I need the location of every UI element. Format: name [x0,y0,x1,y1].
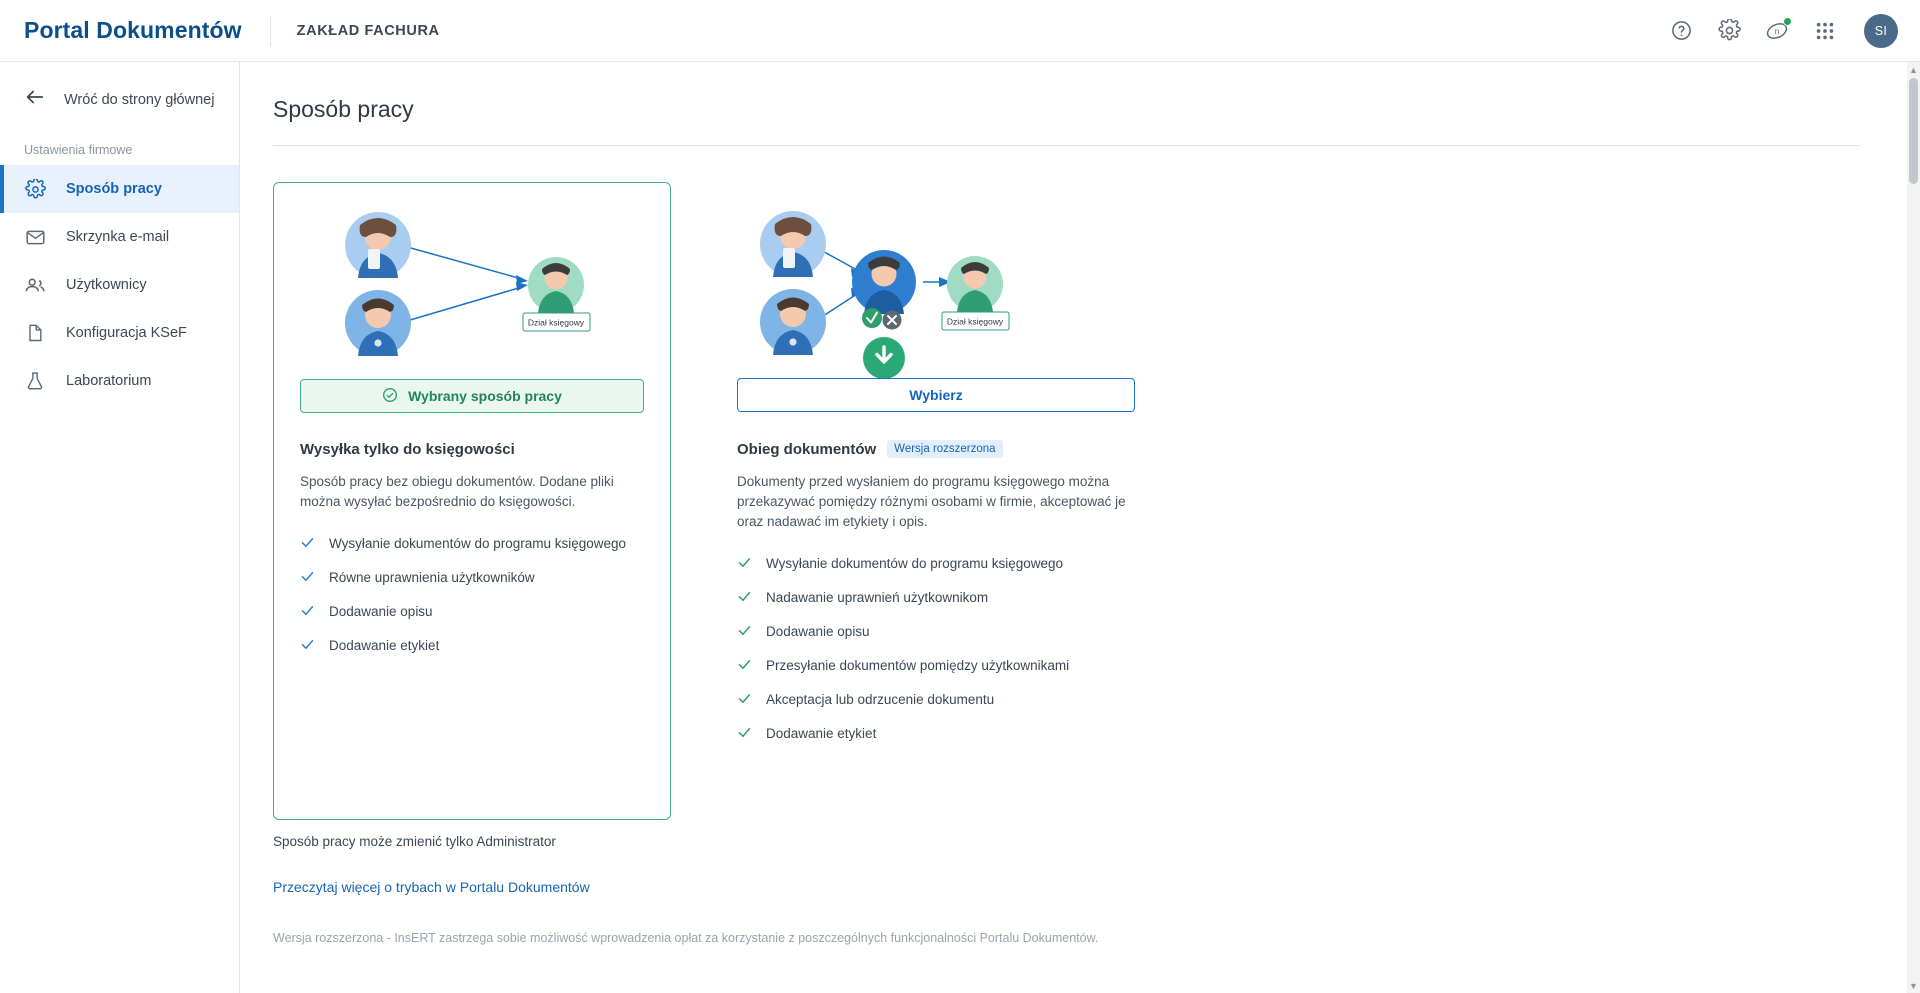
sidebar-section-label: Ustawienia firmowe [24,143,133,157]
feature-list-workflow [737,554,1135,745]
check-icon [737,555,752,575]
check-icon [300,603,315,623]
feature-label: Przesyłanie dokumentów pomiędzy użytkownikami [766,658,1070,673]
feature-item [737,554,1135,575]
feature-item [300,534,644,555]
work-mode-card-workflow [737,182,1135,820]
sidebar-item-label: Skrzynka e-mail [66,229,170,245]
sidebar-item-label: Konfiguracja KSeF [66,325,187,341]
check-icon [737,691,752,711]
selected-mode-button[interactable] [300,379,644,413]
top-icon-group [1668,14,1898,48]
flask-icon [24,370,46,392]
page-title: Sposób pracy [273,96,414,122]
sidebar-item-laboratorium[interactable] [0,357,239,405]
feature-label: Akceptacja lub odrzucenie dokumentu [766,692,995,707]
svg-text:Dział księgowy: Dział księgowy [527,317,585,328]
choose-mode-button[interactable] [737,378,1135,412]
feature-label: Dodawanie opisu [329,604,433,619]
check-icon [300,637,315,657]
card-description-workflow: Dokumenty przed wysłaniem do programu księgowego można przekazywać pomiędzy różnymi osobami w firmie, akceptować je oraz nadawać im etykiety i opis. [737,474,1126,529]
diagram-simple [300,183,644,379]
card-body-workflow [737,182,1135,820]
check-icon [737,589,752,609]
work-mode-card-list [273,146,1860,820]
card-description-simple: Sposób pracy bez obiegu dokumentów. Dodane pliki można wysyłać bezpośrednio do księgowości. [300,474,614,509]
extended-version-footnote: Wersja rozszerzona - InsERT zastrzega sobie możliwość wprowadzenia opłat za korzystanie z poszczególnych funkcjonalności Portalu Dokumentów. [273,931,1099,945]
feature-label: Nadawanie uprawnień użytkownikom [766,590,989,605]
brand-divider [270,16,271,46]
feature-item [300,568,644,589]
body-area [0,62,1920,993]
vertical-scrollbar[interactable] [1907,62,1920,993]
sidebar-item-uzytkownicy[interactable] [0,261,239,309]
users-icon [24,274,46,296]
feature-label: Dodawanie etykiet [766,726,877,741]
check-icon [737,657,752,677]
document-icon [24,322,46,344]
feature-list-simple [300,534,644,657]
feature-label: Dodawanie etykiet [329,638,440,653]
apps-grid-icon[interactable] [1812,18,1838,44]
check-icon [737,725,752,745]
back-to-home-label: Wróć do strony głównej [64,91,215,108]
extended-version-badge: Wersja rozszerzona [887,440,1002,458]
envelope-icon [24,226,46,248]
check-icon [300,535,315,555]
card-title-text: Wysyłka tylko do księgowości [300,441,515,458]
card-title-simple [300,441,644,458]
top-bar [0,0,1920,62]
avatar[interactable]: SI [1864,14,1898,48]
feature-label: Wysyłanie dokumentów do programu księgowego [766,556,1064,571]
sidebar-item-label: Sposób pracy [66,181,162,197]
feature-item [300,636,644,657]
back-to-home-button[interactable] [0,72,239,127]
company-name: ZAKŁAD FACHURA [296,22,440,39]
check-icon [737,623,752,643]
check-icon [300,569,315,589]
feature-label: Wysyłanie dokumentów do programu księgowego [329,536,627,551]
scroll-thumb[interactable] [1909,78,1918,184]
card-title-text: Obieg dokumentów [737,440,877,458]
feature-item [737,622,1135,643]
feature-item [737,690,1135,711]
notification-dot [1783,17,1792,26]
feature-item [737,656,1135,677]
admin-note: Sposób pracy może zmienić tylko Administrator [273,834,556,849]
arrow-left-icon [24,86,46,113]
sidebar-item-konfiguracja-ksef[interactable] [0,309,239,357]
card-border-selected [273,182,671,820]
check-circle-icon [382,387,398,406]
help-icon[interactable] [1668,18,1694,44]
sidebar-item-label: Użytkownicy [66,277,147,293]
settings-gear-icon[interactable] [1716,18,1742,44]
scroll-down-arrow-icon[interactable]: ▼ [1909,980,1918,991]
choose-mode-label: Wybierz [909,387,963,403]
card-title-workflow [737,440,1135,458]
main-content [240,62,1920,993]
scroll-up-arrow-icon[interactable]: ▲ [1909,64,1918,75]
svg-text:n: n [1774,26,1780,36]
gear-icon [24,178,46,200]
work-mode-card-simple [273,182,671,820]
read-more-link[interactable]: Przeczytaj więcej o trybach w Portalu Dokumentów [273,879,590,895]
sidebar-item-skrzynka-email[interactable] [0,213,239,261]
selected-mode-label: Wybrany sposób pracy [408,388,562,404]
sidebar [0,62,240,993]
feature-item [737,724,1135,745]
sidebar-item-label: Laboratorium [66,373,152,389]
feature-item [300,602,644,623]
diagram-workflow [737,182,1135,378]
insert-nexo-icon[interactable] [1764,18,1790,44]
feature-label: Dodawanie opisu [766,624,870,639]
sidebar-item-sposob-pracy[interactable] [0,165,239,213]
app-brand-title: Portal Dokumentów [24,17,242,43]
feature-item [737,588,1135,609]
svg-text:Dział księgowy: Dział księgowy [946,316,1004,327]
feature-label: Równe uprawnienia użytkowników [329,570,535,585]
